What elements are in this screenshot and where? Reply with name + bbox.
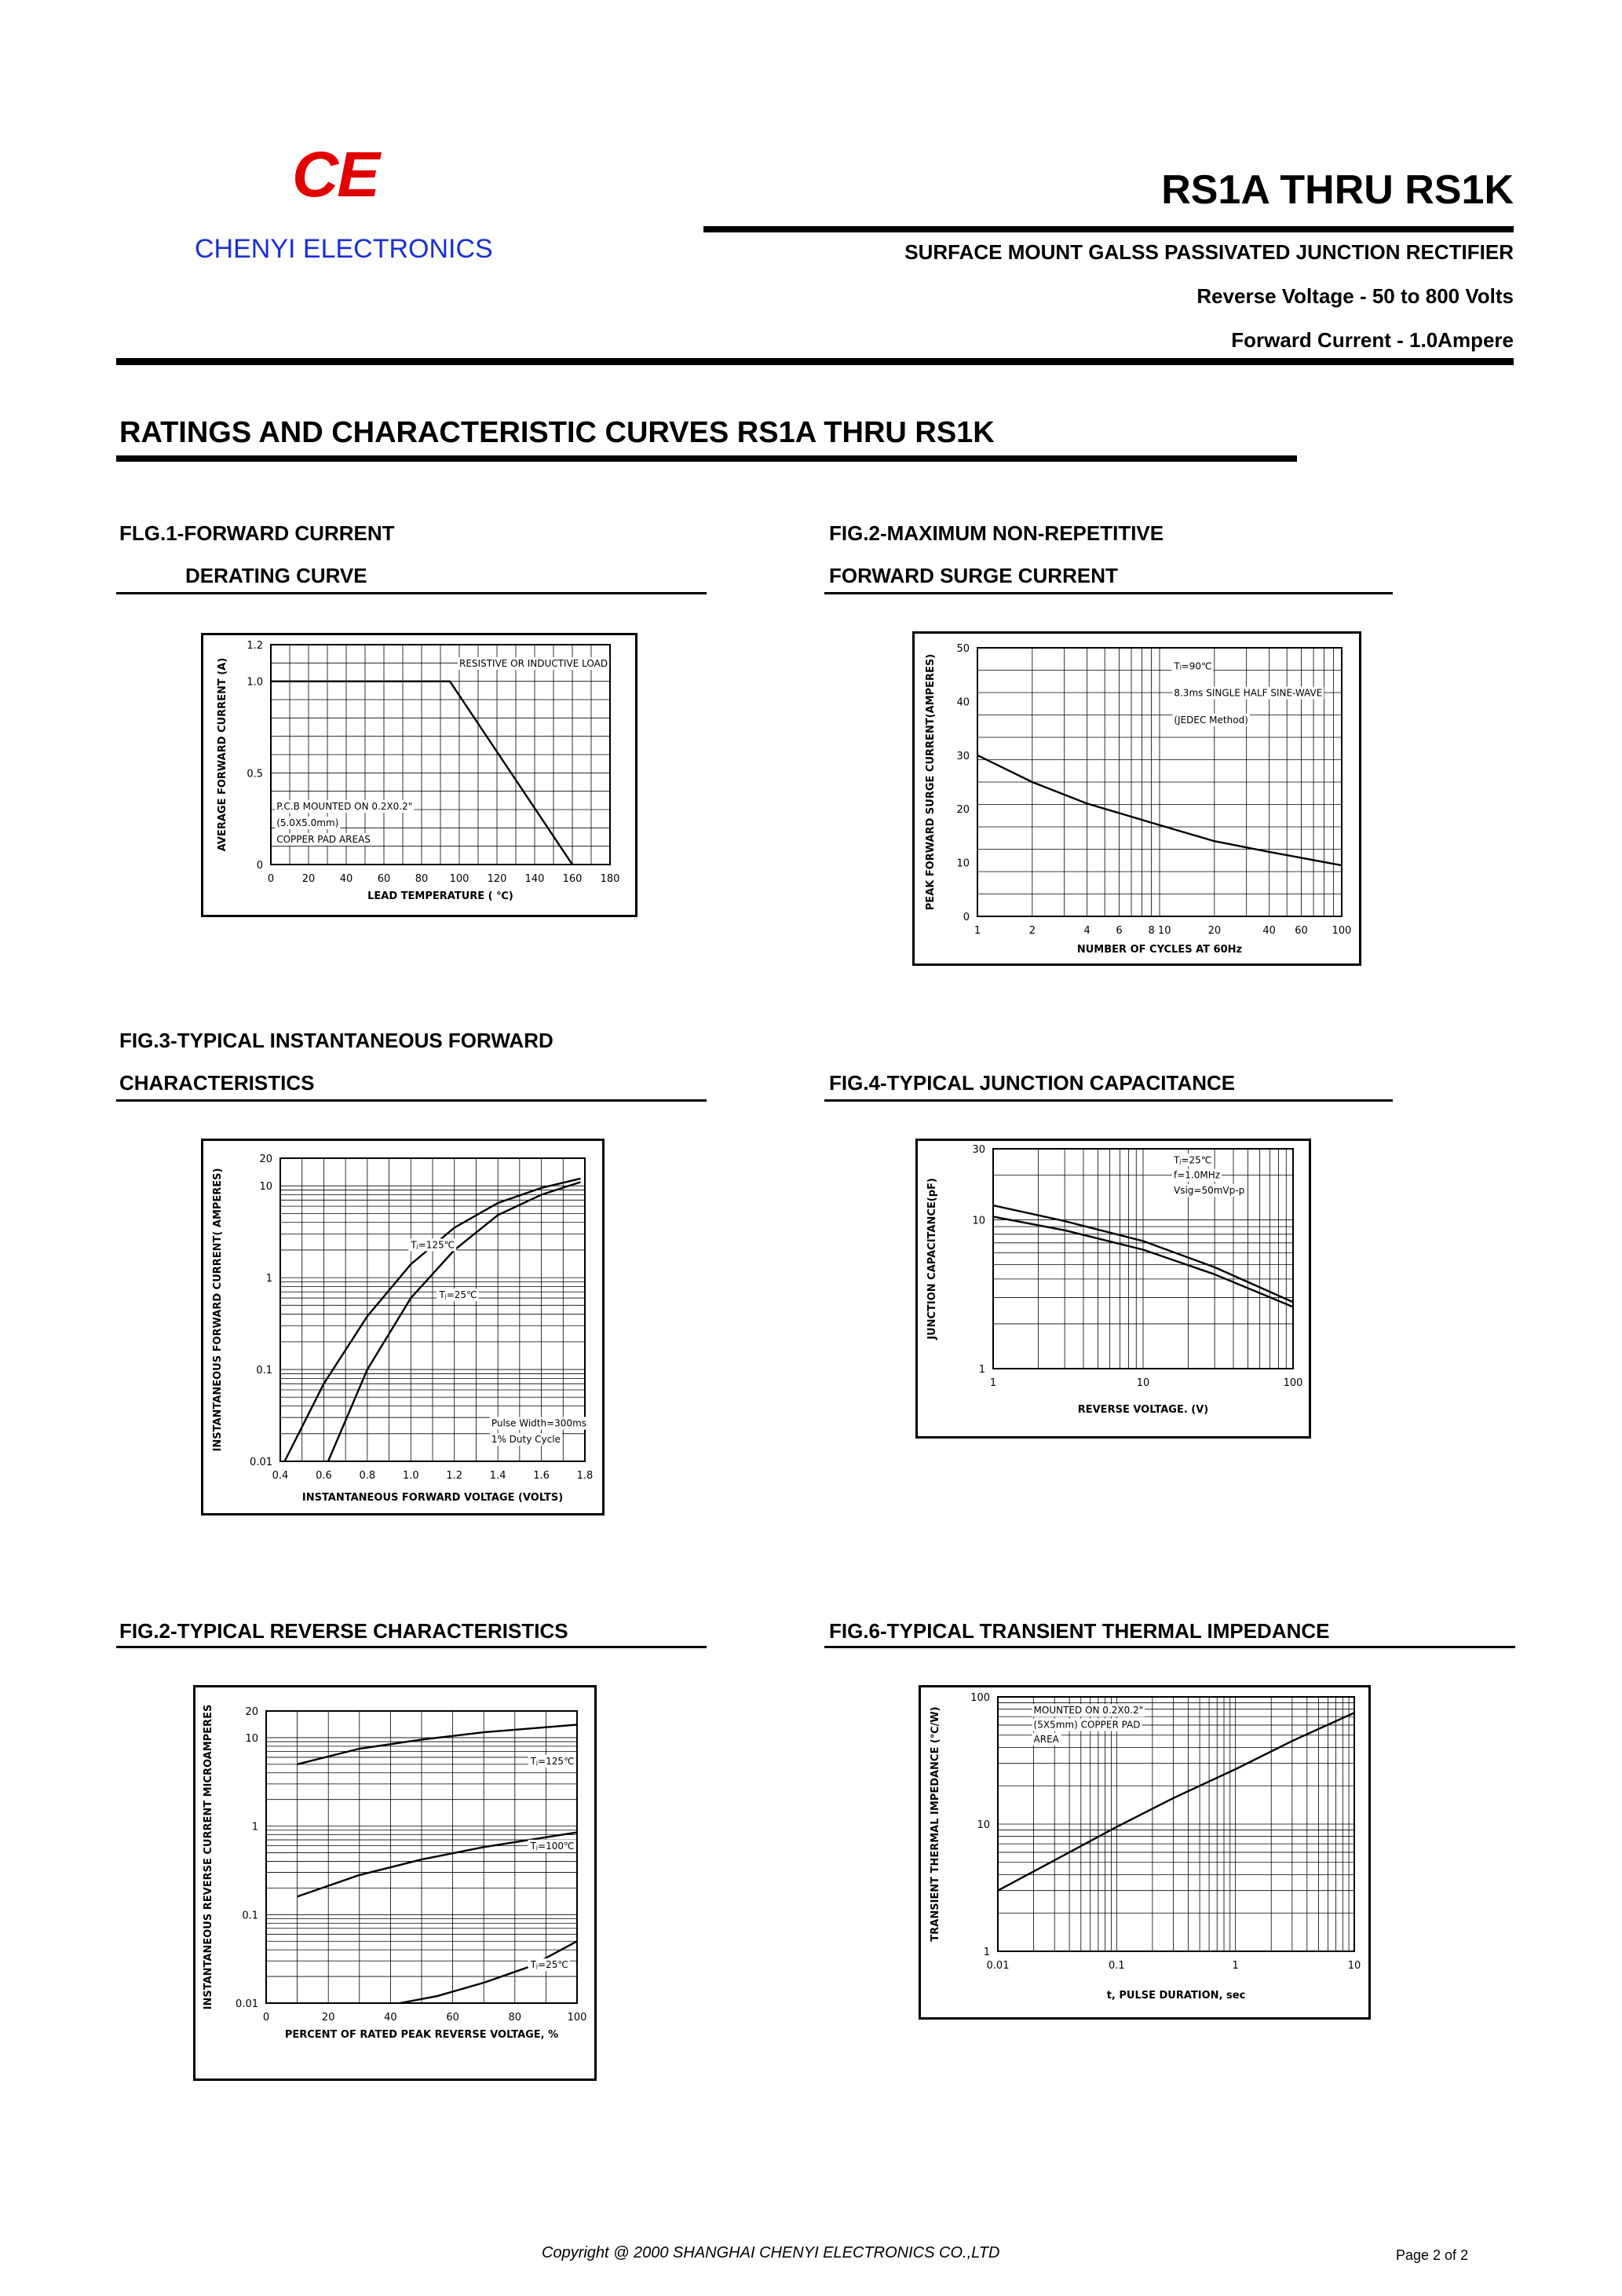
fig2-chart	[912, 631, 1361, 966]
fig4-caption-rule	[824, 1099, 1393, 1102]
fig2-x-tick-label: 60	[1295, 925, 1308, 937]
fig3-caption-line2: CHARACTERISTICS	[119, 1071, 315, 1095]
fig3-annotation-1: Tⱼ=25℃	[439, 1289, 477, 1301]
fig2-x-tick-label: 2	[1028, 925, 1036, 937]
fig4-annotation-2: Vsig=50mVp-p	[1173, 1185, 1245, 1197]
fig5-y-tick-label: 0.1	[242, 1910, 258, 1922]
fig5-x-axis-label: PERCENT OF RATED PEAK REVERSE VOLTAGE, %	[284, 2029, 559, 2041]
fig4-x-tick-label: 10	[1136, 1377, 1150, 1389]
fig2-annotation-1: 8.3ms SINGLE HALF SINE-WAVE	[1174, 687, 1323, 699]
fig1-x-tick-label: 0	[267, 873, 275, 885]
footer-page-number: Page 2 of 2	[1396, 2247, 1469, 2263]
fig2-x-tick-label: 4	[1083, 925, 1090, 937]
fig4-chart	[915, 1139, 1311, 1439]
fig1-y-tick-label: 1.0	[247, 676, 263, 689]
fig1-x-tick-label: 120	[487, 873, 507, 885]
fig2-annotation-2: (JEDEC Method)	[1174, 714, 1248, 726]
fig3-caption-line1: FIG.3-TYPICAL INSTANTANEOUS FORWARD	[119, 1029, 553, 1052]
fig1-x-tick-label: 20	[301, 873, 316, 885]
fig3-annotation-2: Pulse Width=300ms	[491, 1417, 587, 1429]
fig3-y-tick-label: 0.1	[256, 1365, 272, 1377]
fig3-x-tick-label: 1.6	[533, 1470, 550, 1482]
fig1-y-tick-label: 0	[256, 860, 263, 872]
fig3-annotation-0: Tⱼ=125℃	[411, 1239, 455, 1251]
fig3-y-tick-label: 1	[265, 1273, 272, 1285]
fig4-y-tick-label: 30	[972, 1144, 985, 1156]
fig6-annotation-1: (5X5mm) COPPER PAD	[1033, 1719, 1141, 1731]
fig4-annotation-0: Tⱼ=25℃	[1173, 1154, 1212, 1166]
fig1-annotation-1: P.C.B MOUNTED ON 0.2X0.2"	[276, 801, 413, 812]
fig1-annotation-3: COPPER PAD AREAS	[276, 834, 371, 845]
fig6-caption-rule	[824, 1646, 1515, 1648]
fig6-y-axis-label: TRANSIENT THERMAL IMPEDANCE (℃/W)	[930, 1706, 941, 1942]
fig1-y-tick-label: 0.5	[247, 768, 263, 781]
fig1-annotation-2: (5.0X5.0mm)	[276, 817, 339, 828]
brand-logo: CE	[292, 139, 378, 210]
fig2-y-tick-label: 40	[956, 696, 970, 709]
fig5-annotation-1: Tⱼ=100℃	[530, 1840, 575, 1852]
fig3-x-tick-label: 0.6	[316, 1470, 332, 1482]
fig6-x-axis-label: t, PULSE DURATION, sec	[1106, 1990, 1246, 2002]
fig1-x-tick-label: 40	[339, 873, 353, 885]
fig1-x-tick-label: 100	[449, 873, 469, 885]
fig2-y-tick-label: 30	[956, 750, 970, 762]
fig5-x-tick-label: 20	[321, 2012, 335, 2024]
fig2-annotation-0: Tₗ=90℃	[1174, 660, 1212, 672]
fig2-chart-svg	[915, 634, 1359, 963]
fig3-x-tick-label: 1.8	[576, 1470, 594, 1482]
fig1-y-axis-label: AVERAGE FORWARD CURRENT (A)	[217, 657, 228, 852]
fig1-grid	[271, 645, 610, 865]
fig2-x-tick-label: 40	[1262, 925, 1276, 937]
fig5-caption-rule	[116, 1646, 707, 1648]
fig4-y-tick-label: 10	[972, 1215, 985, 1227]
fig5-x-tick-label: 100	[567, 2012, 587, 2024]
fig2-x-tick-label: 100	[1332, 925, 1352, 937]
fig4-x-tick-label: 100	[1283, 1377, 1303, 1389]
document-subtitle: SURFACE MOUNT GALSS PASSIVATED JUNCTION RECTIFIER	[904, 240, 1514, 264]
fig6-y-tick-label: 1	[983, 1947, 990, 1958]
fig5-x-tick-label: 60	[446, 2012, 459, 2024]
fig3-x-tick-label: 0.8	[359, 1470, 376, 1482]
fig6-y-tick-label: 100	[970, 1692, 990, 1704]
fig6-x-tick-label: 0.1	[1108, 1960, 1125, 1972]
fig3-y-tick-label: 20	[259, 1153, 272, 1165]
fig5-chart	[193, 1685, 597, 2081]
fig1-annotation-0: RESISTIVE OR INDUCTIVE LOAD	[459, 658, 608, 669]
fig1-caption-rule	[116, 592, 707, 594]
fig2-x-axis-label: NUMBER OF CYCLES AT 60Hz	[1076, 944, 1243, 956]
fig3-x-tick-label: 1.0	[402, 1470, 419, 1482]
fig1-y-tick-label: 1.2	[247, 640, 263, 652]
header-divider	[116, 358, 1514, 365]
footer-copyright: Copyright @ 2000 SHANGHAI CHENYI ELECTRONICS CO.,LTD	[542, 2244, 1000, 2261]
fig3-y-axis-label: INSTANTANEOUS FORWARD CURRENT( AMPERES)	[212, 1168, 224, 1452]
fig2-y-axis-label: PEAK FORWARD SURGE CURRENT(AMPERES)	[925, 653, 937, 911]
fig2-caption-rule	[824, 592, 1393, 594]
fig5-y-tick-label: 20	[245, 1706, 258, 1718]
fig1-caption-line2: DERATING CURVE	[185, 564, 367, 587]
fig2-x-tick-label: 20	[1207, 925, 1222, 937]
fig5-y-tick-label: 10	[245, 1732, 258, 1745]
fig3-chart-svg	[203, 1141, 602, 1513]
fig6-chart-svg	[921, 1687, 1368, 2017]
fig4-chart-svg	[918, 1141, 1309, 1436]
fig6-y-tick-label: 10	[977, 1819, 990, 1831]
fig1-x-tick-label: 140	[524, 873, 545, 885]
fig4-y-axis-label: JUNCTION CAPACITANCE(pF)	[926, 1178, 938, 1340]
fig6-x-tick-label: 1	[1232, 1960, 1239, 1972]
fig3-x-axis-label: INSTANTANEOUS FORWARD VOLTAGE (VOLTS)	[301, 1492, 564, 1504]
fig6-x-tick-label: 0.01	[986, 1960, 1010, 1972]
fig3-caption-rule	[116, 1099, 707, 1102]
fig5-caption: FIG.2-TYPICAL REVERSE CHARACTERISTICS	[119, 1619, 568, 1643]
fig3-x-tick-label: 1.4	[489, 1470, 506, 1482]
fig2-y-tick-label: 10	[956, 857, 970, 870]
fig6-caption: FIG.6-TYPICAL TRANSIENT THERMAL IMPEDANCE	[829, 1619, 1330, 1643]
fig5-x-tick-label: 40	[384, 2012, 397, 2024]
fig2-y-tick-label: 50	[956, 643, 970, 655]
fig3-x-tick-label: 1.2	[446, 1470, 463, 1482]
fig6-x-tick-label: 10	[1347, 1960, 1361, 1972]
fig2-y-tick-label: 0	[963, 912, 970, 923]
fig1-x-tick-label: 80	[415, 873, 429, 885]
fig1-x-tick-label: 160	[562, 873, 583, 885]
fig5-series-line-2	[400, 1941, 577, 2003]
fig3-y-tick-label: 0.01	[250, 1457, 272, 1468]
fig1-caption-line1: FLG.1-FORWARD CURRENT	[119, 521, 395, 545]
fig1-chart	[201, 633, 637, 917]
fig4-x-tick-label: 1	[989, 1377, 997, 1389]
fig1-x-axis-label: LEAD TEMPERATURE ( ℃)	[367, 890, 513, 902]
fig3-annotation-3: 1% Duty Cycle	[491, 1434, 561, 1446]
fig5-chart-svg	[195, 1687, 594, 2078]
fig1-x-tick-label: 180	[600, 873, 620, 885]
fig4-caption: FIG.4-TYPICAL JUNCTION CAPACITANCE	[829, 1071, 1236, 1095]
fig3-grid	[280, 1158, 585, 1461]
fig5-y-axis-label: INSTANTANEOUS REVERSE CURRENT MICROAMPERES	[203, 1704, 214, 2010]
document-title: RS1A THRU RS1K	[1161, 167, 1514, 213]
fig2-caption-line1: FIG.2-MAXIMUM NON-REPETITIVE	[829, 521, 1164, 545]
header-rule	[703, 226, 1514, 232]
section-title: RATINGS AND CHARACTERISTIC CURVES RS1A THRU RS1K	[119, 416, 995, 449]
fig5-y-tick-label: 1	[251, 1821, 258, 1834]
fig2-x-tick-label: 8 10	[1148, 925, 1171, 937]
fig2-x-tick-label: 6	[1116, 925, 1123, 937]
fig3-chart	[201, 1139, 605, 1515]
fig6-annotation-0: MOUNTED ON 0.2X0.2"	[1033, 1705, 1144, 1717]
fig5-annotation-2: Tⱼ=25℃	[530, 1959, 568, 1971]
fig4-y-tick-label: 1	[978, 1364, 985, 1376]
fig4-grid	[993, 1149, 1293, 1369]
fig5-x-tick-label: 80	[508, 2012, 522, 2024]
fig6-annotation-2: AREA	[1033, 1733, 1059, 1745]
fig6-chart	[919, 1685, 1371, 2020]
fig3-y-tick-label: 10	[259, 1181, 272, 1194]
reverse-voltage: Reverse Voltage - 50 to 800 Volts	[1196, 284, 1514, 308]
fig4-x-axis-label: REVERSE VOLTAGE. (V)	[1077, 1404, 1209, 1416]
section-rule	[116, 455, 1297, 462]
fig5-x-tick-label: 0	[262, 2012, 270, 2024]
fig5-y-tick-label: 0.01	[236, 1998, 258, 2010]
fig1-chart-svg	[203, 635, 635, 915]
fig3-x-tick-label: 0.4	[272, 1470, 289, 1482]
fig2-x-tick-label: 1	[974, 925, 981, 937]
fig2-caption-line2: FORWARD SURGE CURRENT	[829, 564, 1118, 587]
company-name: CHENYI ELECTRONICS	[195, 234, 493, 264]
fig2-y-tick-label: 20	[956, 804, 970, 817]
forward-current: Forward Current - 1.0Ampere	[1231, 328, 1514, 352]
fig4-annotation-1: f=1.0MHz	[1173, 1169, 1221, 1181]
fig1-x-tick-label: 60	[377, 873, 391, 885]
fig5-annotation-0: Tⱼ=125℃	[530, 1755, 575, 1767]
